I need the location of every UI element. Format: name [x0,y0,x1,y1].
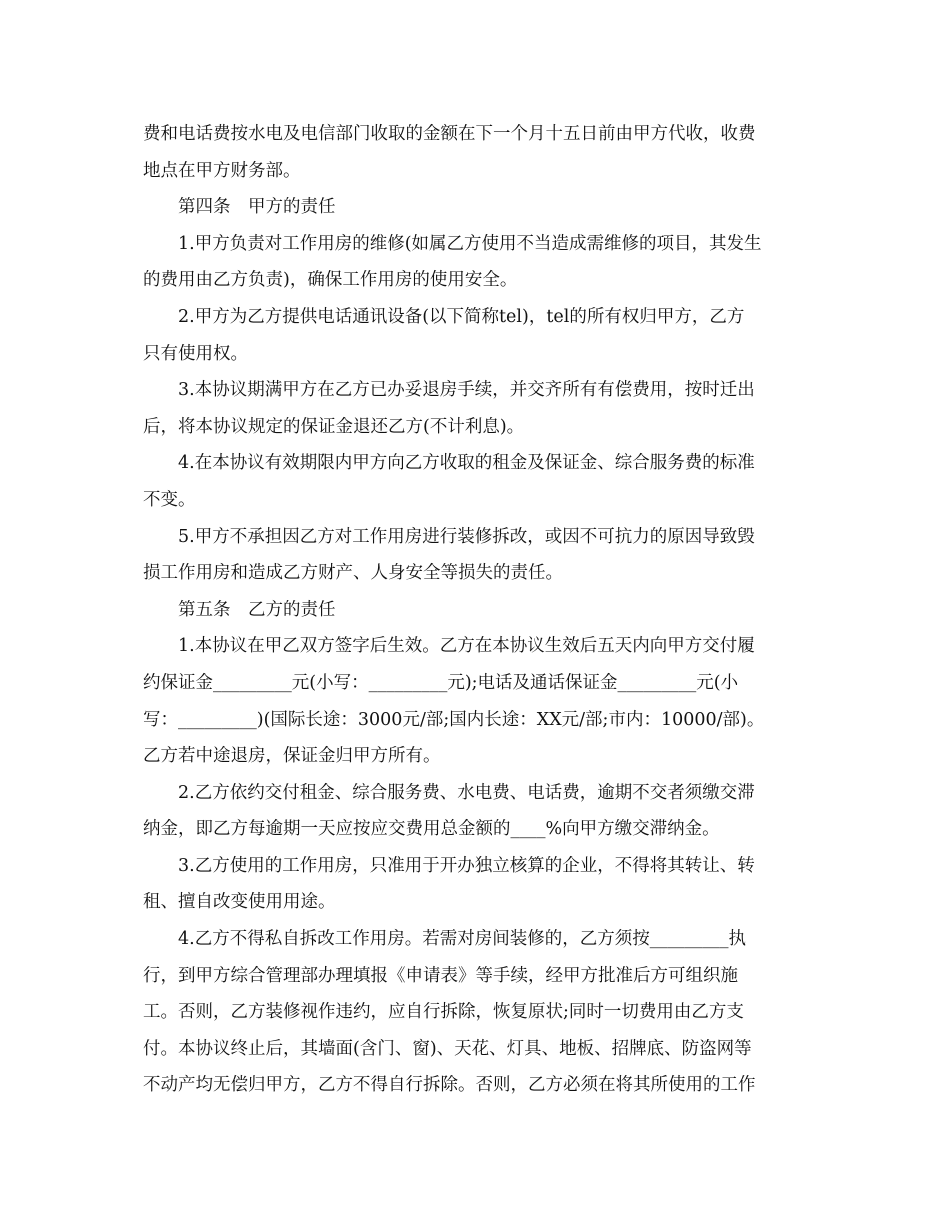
clause-line: 1.甲方负责对工作用房的维修(如属乙方使用不当造成需维修的项目，其发生 [178,233,762,254]
clause-line: 5.甲方不承担因乙方对工作用房进行装修拆改，或因不可抗力的原因导致毁 [178,526,755,547]
article-heading: 第四条 甲方的责任 [178,197,336,218]
document-body [143,116,813,1104]
text-line: 行，到甲方综合管理部办理填报《申请表》等手续，经甲方批准后方可组织施 [143,965,738,986]
text-line: 后，将本协议规定的保证金退还乙方(不计利息)。 [143,416,525,437]
text-line: 不变。 [143,489,196,510]
clause-line: 3.本协议期满甲方在乙方已办妥退房手续，并交齐所有有偿费用，按时迁出 [178,380,755,401]
text-line: 写：_________)(国际长途：3000元/部;国内长途：XX元/部;市内：10000/部)。 [143,709,765,730]
text-line: 约保证金_________元(小写：_________元);电话及通话保证金_________元(小 [143,672,739,693]
text-line: 的费用由乙方负责)，确保工作用房的使用安全。 [143,270,518,291]
article-heading: 第五条 乙方的责任 [178,599,336,620]
text-line: 地点在甲方财务部。 [143,160,301,181]
text-line: 损工作用房和造成乙方财产、人身安全等损失的责任。 [143,563,563,584]
clause-line: 4.在本协议有效期限内甲方向乙方收取的租金及保证金、综合服务费的标准 [178,453,755,474]
text-line: 付。本协议终止后，其墙面(含门、窗)、天花、灯具、地板、招牌底、防盗网等 [143,1038,752,1059]
text-line: 费和电话费按水电及电信部门收取的金额在下一个月十五日前由甲方代收，收费 [143,124,756,144]
text-line: 纳金，即乙方每逾期一天应按应交费用总金额的____%向甲方缴交滞纳金。 [143,819,720,840]
clause-line: 2.乙方依约交付租金、综合服务费、水电费、电话费，逾期不交者须缴交滞 [178,782,755,803]
text-line: 工。否则，乙方装修视作违约，应自行拆除，恢复原状;同时一切费用由乙方支 [143,1002,744,1023]
clause-line: 1.本协议在甲乙双方签字后生效。乙方在本协议生效后五天内向甲方交付履 [178,636,755,657]
clause-line: 2.甲方为乙方提供电话通讯设备(以下简称tel)，tel的所有权归甲方，乙方 [178,306,745,327]
clause-line: 3.乙方使用的工作用房，只准用于开办独立核算的企业，不得将其转让、转 [178,855,755,876]
text-line: 租、擅自改变使用用途。 [143,892,336,913]
text-line: 不动产均无偿归甲方，乙方不得自行拆除。否则，乙方必须在将其所使用的工作 [143,1075,756,1096]
text-line: 乙方若中途退房，保证金归甲方所有。 [143,746,441,767]
clause-line: 4.乙方不得私自拆改工作用房。若需对房间装修的，乙方须按_________执 [178,929,746,950]
text-line: 只有使用权。 [143,343,248,364]
